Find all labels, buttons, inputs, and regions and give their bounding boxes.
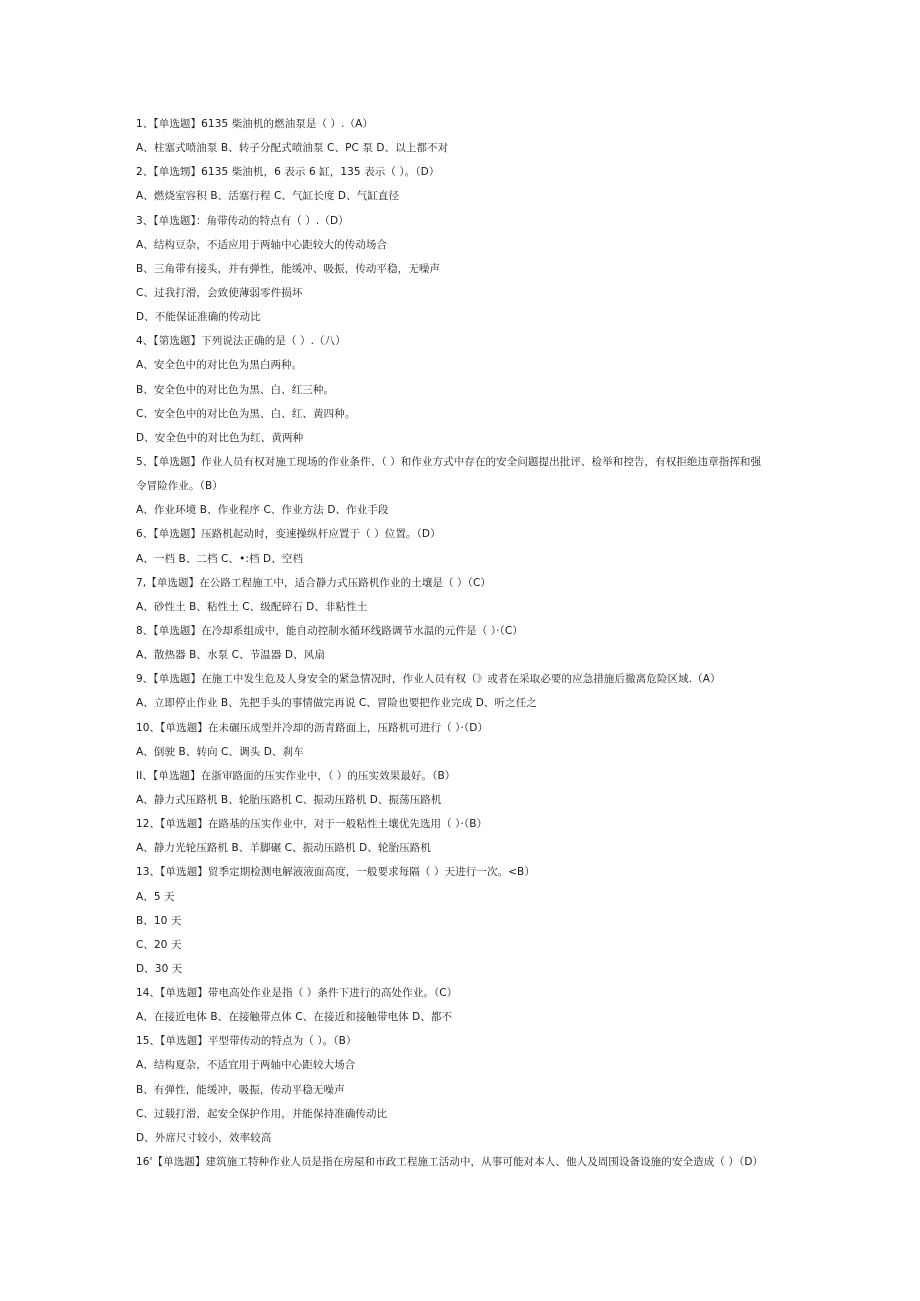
- question-list: [136, 112, 796, 1174]
- q7-options: A、砂性土 B、粘性土 C、级配碎石 D、非粘性土: [136, 600, 368, 613]
- q13-option-c: C、20 天: [136, 938, 182, 951]
- q3-option-a: A、结构豆杂，不适应用于两轴中心距较大的传动场合: [136, 238, 388, 251]
- q5-stem-cont: 令冒险作业。（B）: [136, 480, 223, 493]
- q5-options: A、作业环境 B、作业程序 C、作业方法 D、作业手段: [136, 504, 389, 517]
- q8-options: A、散热器 B、水泵 C、节温器 D、风扇: [136, 649, 325, 662]
- q4-stem: 4、【第选题】下列说法正确的是（ ）.（八）: [136, 335, 346, 348]
- q10-options: A、倒驶 B、转向 C、调头 D、刹车: [136, 745, 304, 758]
- q13-stem: 13、【单选题】贸季定期检测电解液液面高度，一般要求每隔（ ）天进行一次。<B）: [136, 866, 535, 879]
- q11-options: A、静力式压路机 B、轮胎压路机 C、振动压路机 D、振荡压路机: [136, 793, 442, 806]
- q12-stem: 12、【单选题】在路基的压实作业中，对于一般粘性土壤优先选用（ ）·（B）: [136, 818, 488, 831]
- q4-option-d: D、安全色中的对比色为红、黄两种: [136, 431, 304, 444]
- q15-option-b: B、有弹性，能缓冲，吸振，传动平稳无噪声: [136, 1083, 345, 1096]
- q13-option-b: B、10 天: [136, 914, 182, 927]
- q15-option-c: C、过载打滑，起安全保护作用，并能保持准确传动比: [136, 1107, 388, 1120]
- q14-options: A、在接近电体 B、在接触带点体 C、在接近和接触带电体 D、都不: [136, 1011, 453, 1024]
- q9-options: A、立即停止作业 B、先把手头的事情做完再说 C、冒险也要把作业完成 D、听之任之: [136, 697, 537, 710]
- q12-options: A、静力光轮压路机 B、羊脚碾 C、振动压路机 D、轮胎压路机: [136, 842, 431, 855]
- q6-options: A、一档 B、二档 C、•:档 D、空档: [136, 552, 304, 565]
- q9-stem: 9、【单选题】在施工中发生危及人身安全的紧急情况时，作业人员有权（》或者在采取必要的应急措施后撤离危险区域.（A）: [136, 673, 721, 686]
- q7-stem: 7,【单选题】在公路工程施工中，适合静力式压路机作业的土壤是（ ）（C）: [136, 576, 492, 589]
- q15-stem: 15、【单选题】平型带传动的特点为（ ）。（B）: [136, 1035, 357, 1048]
- q1-stem: 1、【单选题】6135 柴油机的燃油泵是（ ）.（A）: [136, 118, 374, 130]
- q4-option-c: C、安全色中的对比色为黑、白、红、黄四种。: [136, 407, 356, 420]
- q15-option-a: A、结构夏杂，不适宜用于两轴中心距较大场合: [136, 1059, 356, 1072]
- q11-stem: II、【单选题】在浙审路面的压实作业中，（ ）的压实效果最好。（B）: [136, 769, 456, 782]
- q3-option-b: B、三角带有接头，并有弹性，能缓冲、吸振，传动平稳，无噪声: [136, 262, 441, 275]
- q13-option-d: D、30 天: [136, 962, 183, 975]
- q6-stem: 6、【单选题】压路机起动时，变速操纵杆应置于（ ）位置。（D）: [136, 528, 441, 541]
- q2-stem: 2、【单选甥】6135 柴油机，6 表示 6 缸，135 表示（ ）。（D）: [136, 166, 440, 179]
- q5-stem: 5、【单选题】作业人员有权对施工现场的作业条件、（ ）和作业方式中存在的安全问题提出批评、检举和控告，有权拒绝违章指挥和强: [136, 455, 762, 468]
- q8-stem: 8、【单选题】在冷却系组成中，能自动控制水循环线路调节水温的元件是（ ）·（C）: [136, 624, 523, 637]
- q3-option-c: C、过我打滑，会致使薄弱零件损坏: [136, 286, 303, 299]
- q3-stem: 3、【单选题】：角带传动的特点有（ ）.（D）: [136, 214, 349, 227]
- q16-stem: 16'【单选题】建筑施工特种作业人员是指在房屋和市政工程施工活动中，从事可能对本人、他人及周围设备设施的安全造成（ ）（D）: [136, 1156, 764, 1169]
- q4-option-a: A、安全色中的对比色为黑白两种。: [136, 359, 303, 372]
- q14-stem: 14、【单选题】带电高处作业是指（ ）条件下进行的高处作业。（C）: [136, 987, 458, 1000]
- q1-options: A、柱塞式喷油泵 B、转子分配式喷油泵 C、PC 泵 D、以上都不对: [136, 142, 449, 155]
- q3-option-d: D、不能保证准确的传动比: [136, 311, 261, 324]
- q4-option-b: B、安全色中的对比色为黑、白、红三种。: [136, 383, 335, 396]
- q13-option-a: A、5 天: [136, 890, 175, 903]
- q2-options: A、燃烧室容积 B、活塞行程 C、气缸长度 D、气缸直径: [136, 190, 400, 203]
- q10-stem: 10、【单选题】在未碾压成型并冷却的沥青路面上，压路机可进行（ ）·（D）: [136, 721, 489, 734]
- q15-option-d: D、外席尺寸较小，效率较高: [136, 1131, 272, 1144]
